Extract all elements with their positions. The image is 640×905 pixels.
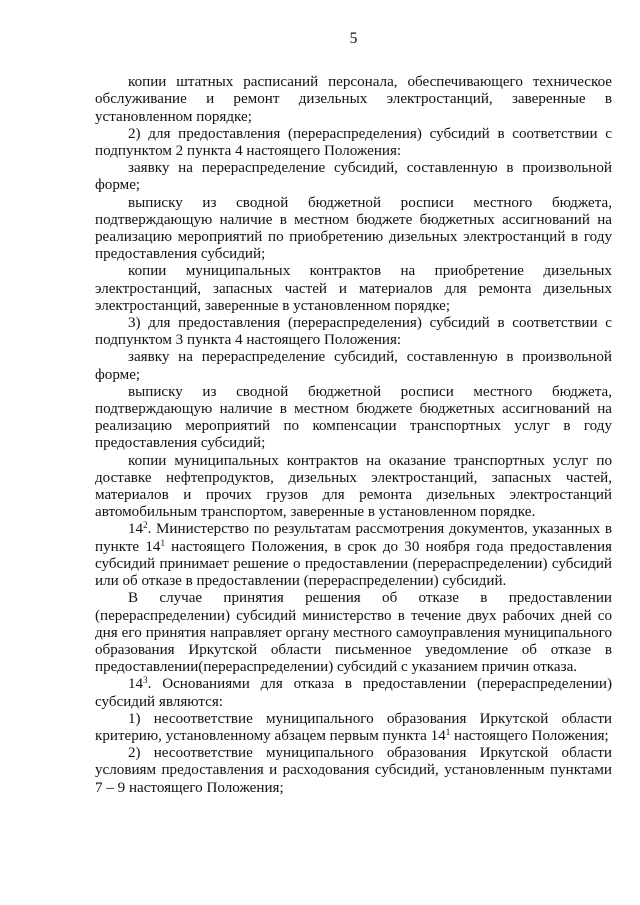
clause-superscript: 2 <box>143 520 148 531</box>
page-number: 5 <box>349 30 358 47</box>
paragraph-item-3: 3) для предоставления (перераспределения) субсидий в соответствии с подпунктом 3 пункта 4 настоящего Положения: <box>95 315 612 349</box>
paragraph-clause-14-2 <box>95 521 612 590</box>
ground-text: 1) несоответствие муниципального образования Иркутской области критерию, установленному абзацем первым пункта 14 <box>95 710 612 744</box>
ground-text-continued: настоящего Положения; <box>450 727 609 744</box>
clause-superscript: 3 <box>143 675 148 686</box>
paragraph-contracts-2: копии муниципальных контрактов на оказание транспортных услуг по доставке нефтепродуктов, дизельных электростанций, запасных частей, материалов и прочих грузов для ремонта дизельных электростанций автомобильным транспортом, заверенные в установленном порядке. <box>95 452 612 521</box>
paragraph-application-1: заявку на перераспределение субсидий, составленную в произвольной форме; <box>95 160 612 194</box>
paragraph-refusal-notice: В случае принятия решения об отказе в предоставлении (перераспределении) субсидий министерство в течение двух рабочих дней со дня его принятия направляет органу местного самоуправления муниципального образования Иркутской области письменное уведомление об отказе в предоставлении(перераспределении) субсидий с указанием причин отказа. <box>95 590 612 676</box>
reference-superscript: 1 <box>445 726 451 737</box>
clause-number: 14 <box>128 521 144 538</box>
paragraph-staff-schedules: копии штатных расписаний персонала, обеспечивающего техническое обслуживание и ремонт дизельных электростанций, заверенные в установленном порядке; <box>95 74 612 125</box>
paragraph-clause-14-3 <box>95 676 612 710</box>
clause-text: . Основаниями для отказа в предоставлении (перераспределении) субсидий являются: <box>95 676 612 710</box>
paragraph-contracts-1: копии муниципальных контрактов на приобретение дизельных электростанций, запасных частей и материалов для ремонта дизельных электростанций, заверенные в установленном порядке; <box>95 263 612 314</box>
clause-number: 14 <box>128 676 144 693</box>
document-page <box>95 30 612 797</box>
paragraph-refusal-ground-1 <box>95 711 612 745</box>
paragraph-budget-extract-1: выписку из сводной бюджетной росписи местного бюджета, подтверждающую наличие в местном бюджете бюджетных ассигнований на реализацию мероприятий по приобретению дизельных электростанций в году предоставления субсидий; <box>95 194 612 263</box>
paragraph-refusal-ground-2: 2) несоответствие муниципального образования Иркутской области условиям предоставления и расходования субсидий, установленным пунктами 7 – 9 настоящего Положения; <box>95 745 612 796</box>
clause-text: . Министерство по результатам рассмотрения документов, указанных в пункте 14 <box>95 521 612 555</box>
clause-text-continued: настоящего Положения, в срок до 30 ноября года предоставления субсидий принимает решение о предоставлении (перераспределении) субсидий или об отказе в предоставлении (перераспределении) субсидий. <box>95 538 612 590</box>
reference-superscript: 1 <box>160 537 165 548</box>
paragraph-budget-extract-2: выписку из сводной бюджетной росписи местного бюджета, подтверждающую наличие в местном бюджете бюджетных ассигнований на реализацию мероприятий по компенсации транспортных услуг в году предоставления субсидий; <box>95 383 612 452</box>
paragraph-application-2: заявку на перераспределение субсидий, составленную в произвольной форме; <box>95 349 612 383</box>
paragraph-item-2: 2) для предоставления (перераспределения) субсидий в соответствии с подпунктом 2 пункта 4 настоящего Положения: <box>95 125 612 160</box>
